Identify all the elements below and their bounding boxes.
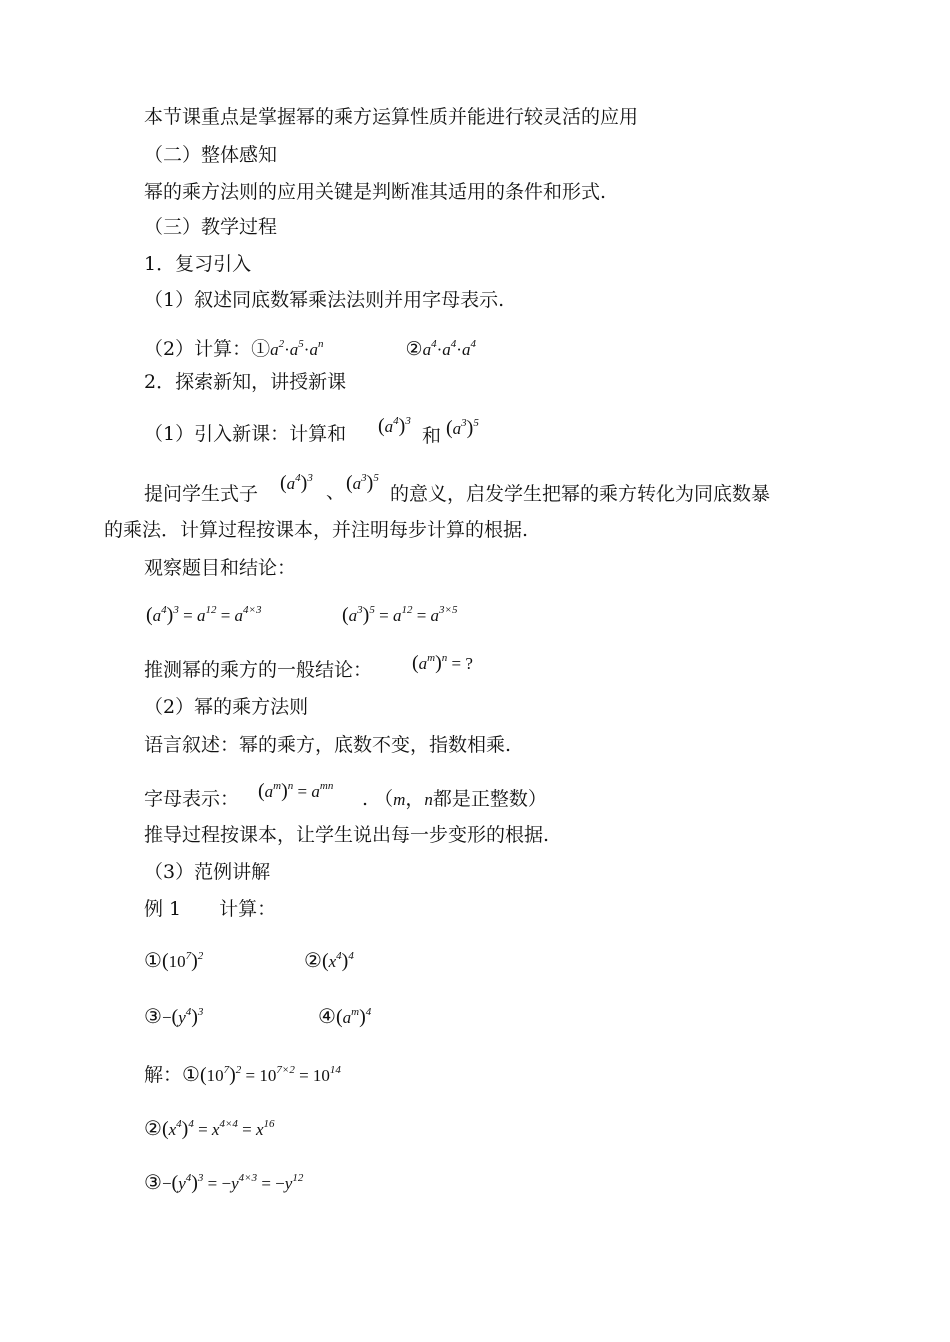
compute-line <box>144 332 476 362</box>
formula-a4-cubed: $(a^4)^3$ <box>378 415 411 437</box>
text-line: 的乘法．计算过程按课本，并注明每步计算的根据. <box>104 519 529 541</box>
formula-observe-1: $(a^4)^3 = a^{12} = a^{4\times 3}$ <box>146 604 262 626</box>
exercise-1: $①(10^7)^2$ <box>144 948 204 972</box>
var-m: m <box>393 790 406 809</box>
formula-power-product-2: $a^4\cdot a^4\cdot a^4$ <box>422 338 476 359</box>
circled-3: ③ <box>144 1170 162 1194</box>
text-line: 幂的乘方法则的应用关键是判断准其适用的条件和形式. <box>144 181 607 203</box>
separator: 、 <box>326 481 346 503</box>
formula-observe-2: $(a^3)^5 = a^{12} = a^{3\times 5}$ <box>342 604 458 626</box>
intro-prefix: （1）引入新课：计算和 <box>144 423 347 445</box>
exercise-3: $③-(y^4)^3$ <box>144 1004 204 1028</box>
formula-general: $(a^m)^n$ = ? <box>412 652 473 674</box>
section-heading: （三）教学过程 <box>144 216 278 238</box>
circled-1: ① <box>182 1062 200 1086</box>
example-heading: 例 1 计算： <box>144 898 277 920</box>
text-line: （1）叙述同底数幂乘法法则并用字母表示. <box>144 289 505 311</box>
text-line: 字母表示： <box>144 788 240 810</box>
circled-3: ③ <box>144 1004 162 1028</box>
subsection-heading: 2．探索新知，讲授新课 <box>144 371 347 393</box>
solution-prefix: 解： <box>144 1064 183 1086</box>
text-line <box>144 482 258 506</box>
condition-text: 都是正整数） <box>432 788 547 810</box>
section-heading: （二）整体感知 <box>144 144 278 166</box>
formula-power-rule: $(a^m)^n = a^{mn}$ <box>258 780 334 802</box>
formula-a4-cubed: $(a^4)^3$ <box>280 472 313 494</box>
solution-2: $②(x^4)^4 = x^{4\times 4} = x^{16}$ <box>144 1116 275 1140</box>
formula-a3-fifth: $(a^3)^5$ <box>446 417 479 439</box>
circled-4: ④ <box>318 1004 336 1028</box>
solution-3: $③-(y^4)^3 = -y^{4\times 3} = -y^{12}$ <box>144 1170 304 1194</box>
comma: ， <box>405 788 425 810</box>
text-line: 推测幂的乘方的一般结论： <box>144 659 373 681</box>
text-line: 推导过程按课本，让学生说出每一步变形的根据. <box>144 824 550 846</box>
text-line: 语言叙述：幂的乘方，底数不变，指数相乘. <box>144 734 512 756</box>
subsection-heading: （2）幂的乘方法则 <box>144 696 309 718</box>
var-n: n <box>424 790 433 809</box>
exercise-2: $②(x^4)^4$ <box>304 948 354 972</box>
circled-2: ② <box>144 1116 162 1140</box>
text-line: 观察题目和结论： <box>144 557 297 579</box>
period: . <box>362 788 369 810</box>
text-line: 的意义，启发学生把幂的乘方转化为同底数暴 <box>390 483 771 505</box>
formula-power-product-1: $a^2\cdot a^5\cdot a^n$ <box>270 338 324 359</box>
text-line: 本节课重点是掌握幂的乘方运算性质并能进行较灵活的应用 <box>144 106 639 128</box>
paren-open: （ <box>374 788 394 810</box>
intro-line <box>144 422 346 446</box>
circled-2: ② <box>405 338 423 360</box>
subsection-heading: （3）范例讲解 <box>144 861 271 883</box>
solution-1: 解：$①(10^7)^2 = 10^{7\times 2} = 10^{14}$ <box>144 1062 341 1086</box>
subsection-heading: 1．复习引入 <box>144 253 252 275</box>
exercise-4: $④(a^m)^4$ <box>318 1004 372 1028</box>
and-text: 和 <box>422 425 442 447</box>
formula-a3-fifth: $(a^3)^5$ <box>346 472 379 494</box>
circled-1: ① <box>251 338 271 360</box>
circled-1: ① <box>144 948 162 972</box>
circled-2: ② <box>304 948 322 972</box>
question-prefix: 提问学生式子 <box>144 483 259 505</box>
compute-prefix: （2）计算： <box>144 338 252 360</box>
text-line <box>362 787 547 812</box>
